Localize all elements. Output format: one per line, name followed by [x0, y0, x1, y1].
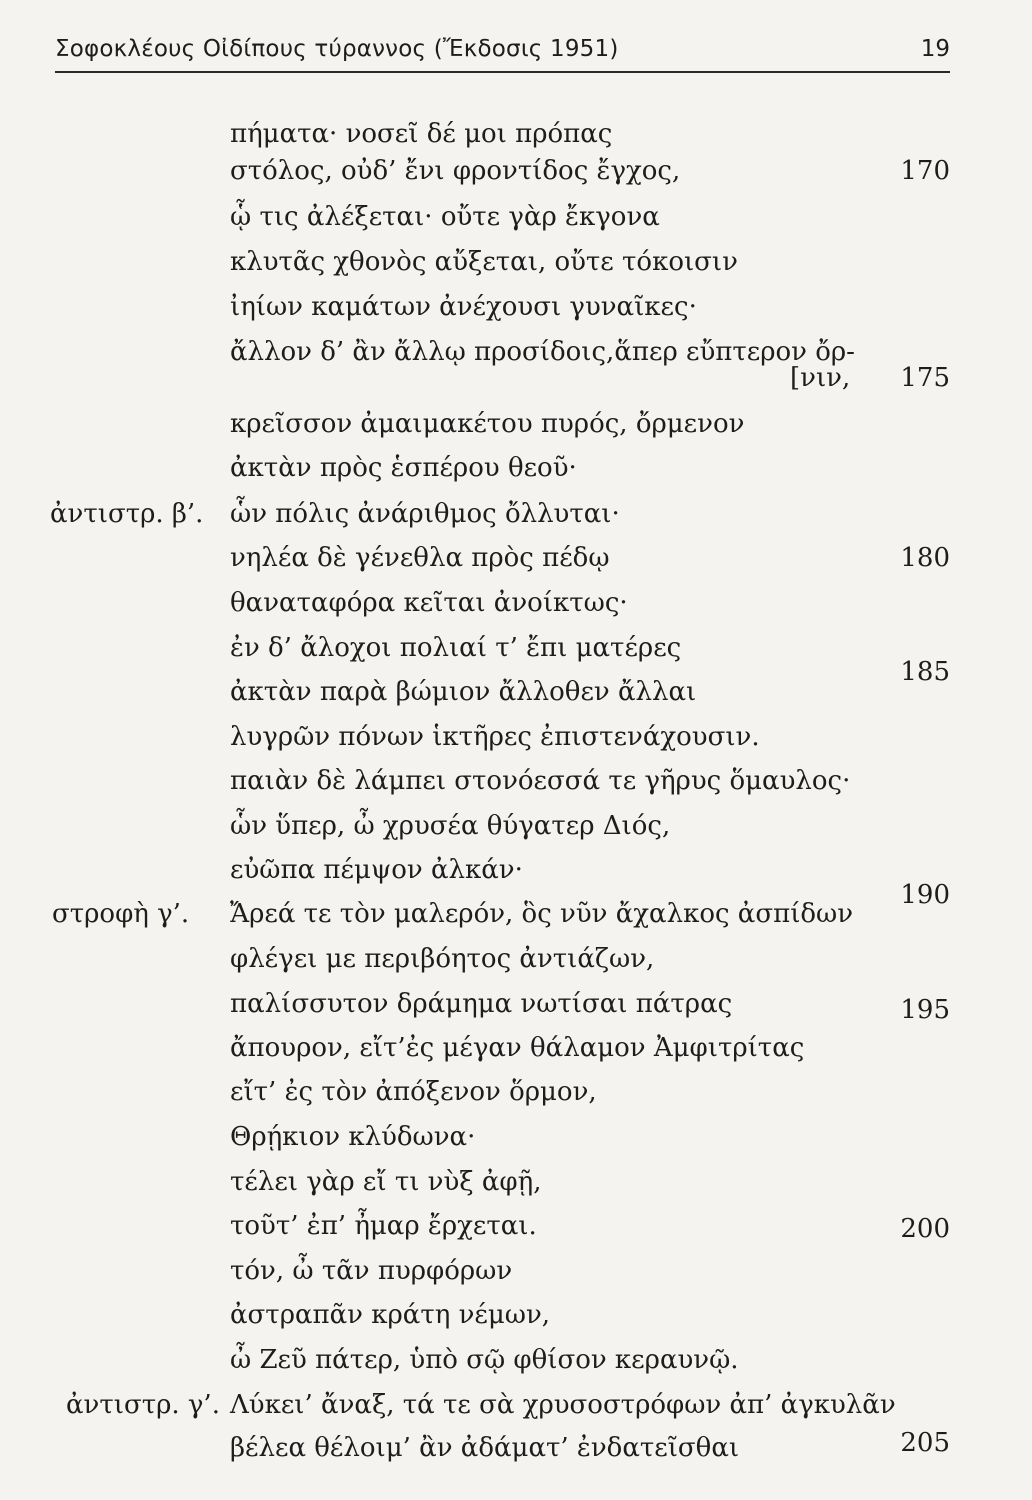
- verse-line: θαναταφόρα κεῖται ἀνοίκτως·: [230, 588, 628, 618]
- verse-line: παιὰν δὲ λάμπει στονόεσσά τε γῆρυς ὅμαυλος·: [230, 766, 851, 796]
- page-number: 19: [920, 36, 950, 62]
- verse-line: ἀκτὰν παρὰ βώμιον ἄλλοθεν ἄλλαι: [230, 677, 697, 707]
- line-number: 190: [900, 880, 950, 910]
- verse-line: βέλεα θέλοιμ’ ἂν ἀδάματ’ ἐνδατεῖσθαι: [230, 1433, 740, 1463]
- line-number: 200: [900, 1214, 950, 1244]
- verse-line: Λύκει’ ἄναξ, τά τε σὰ χρυσοστρόφων ἀπ’ ἀγκυλᾶν: [230, 1390, 896, 1420]
- line-number: 175: [900, 363, 950, 393]
- line-number: 185: [900, 657, 950, 687]
- verse-line: ὦ Ζεῦ πάτερ, ὑπὸ σῷ φθίσον κεραυνῷ.: [230, 1345, 739, 1375]
- verse-line: εἴτ’ ἐς τὸν ἀπόξενον ὅρμον,: [230, 1077, 597, 1107]
- verse-line: κρεῖσσον ἀμαιμακέτου πυρός, ὄρμενον: [230, 409, 745, 439]
- verse-line: τέλει γὰρ εἴ τι νὺξ ἀφῇ,: [230, 1167, 542, 1197]
- line-number: 170: [900, 156, 950, 186]
- line-number: 180: [900, 543, 950, 573]
- verse-line: ὧν ὕπερ, ὦ χρυσέα θύγατερ Διός,: [230, 811, 671, 841]
- verse-line-continuation: [νιν,: [790, 363, 851, 393]
- verse-line: στόλος, οὐδ’ ἔνι φροντίδος ἔγχος,: [230, 156, 681, 186]
- section-label-strophe-g: στροφὴ γ’.: [52, 899, 190, 929]
- line-number: 195: [900, 995, 950, 1025]
- verse-line: φλέγει με περιβόητος ἀντιάζων,: [230, 944, 655, 974]
- verse-line: πήματα· νοσεῖ δέ μοι πρόπας: [230, 119, 613, 149]
- verse-line: λυγρῶν πόνων ἱκτῆρες ἐπιστενάχουσιν.: [230, 722, 760, 752]
- verse-line: ἰηίων καμάτων ἀνέχουσι γυναῖκες·: [230, 292, 697, 322]
- verse-line: Θρῄκιον κλύδωνα·: [230, 1122, 476, 1152]
- verse-line: κλυτᾶς χθονὸς αὔξεται, οὔτε τόκοισιν: [230, 247, 738, 277]
- running-title: Σοφοκλέους Οἰδίπους τύραννος (Ἔκδοσις 1951): [55, 36, 619, 62]
- verse-line: ἄλλον δ’ ἂν ἄλλῳ προσίδοις,ἅπερ εὔπτερον ὄρ-: [230, 337, 855, 367]
- verse-line: ἄπουρον, εἴτ’ἐς μέγαν θάλαμον Ἀμφιτρίτας: [230, 1033, 805, 1063]
- verse-line: παλίσσυτον δράμημα νωτίσαι πάτρας: [230, 989, 733, 1019]
- section-label-antistrophe-g: ἀντιστρ. γ’.: [66, 1390, 220, 1420]
- verse-line: ἐν δ’ ἄλοχοι πολιαί τ’ ἔπι ματέρες: [230, 633, 682, 663]
- verse-line: ἀκτὰν πρὸς ἑσπέρου θεοῦ·: [230, 453, 577, 483]
- section-label-antistrophe-b: ἀντιστρ. β’.: [50, 499, 204, 529]
- verse-line: τόν, ὦ τᾶν πυρφόρων: [230, 1256, 513, 1286]
- verse-line: Ἄρεά τε τὸν μαλερόν, ὃς νῦν ἄχαλκος ἀσπίδων: [230, 899, 854, 929]
- verse-line: ᾧ τις ἀλέξεται· οὔτε γὰρ ἔκγονα: [230, 202, 660, 232]
- verse-line: τοῦτ’ ἐπ’ ἦμαρ ἔρχεται.: [230, 1211, 537, 1241]
- verse-line: ἀστραπᾶν κράτη νέμων,: [230, 1300, 551, 1330]
- verse-line: νηλέα δὲ γένεθλα πρὸς πέδῳ: [230, 543, 610, 573]
- line-number: 205: [900, 1428, 950, 1458]
- verse-line: εὐῶπα πέμψον ἀλκάν·: [230, 855, 523, 885]
- verse-line: ὧν πόλις ἀνάριθμος ὄλλυται·: [230, 499, 620, 529]
